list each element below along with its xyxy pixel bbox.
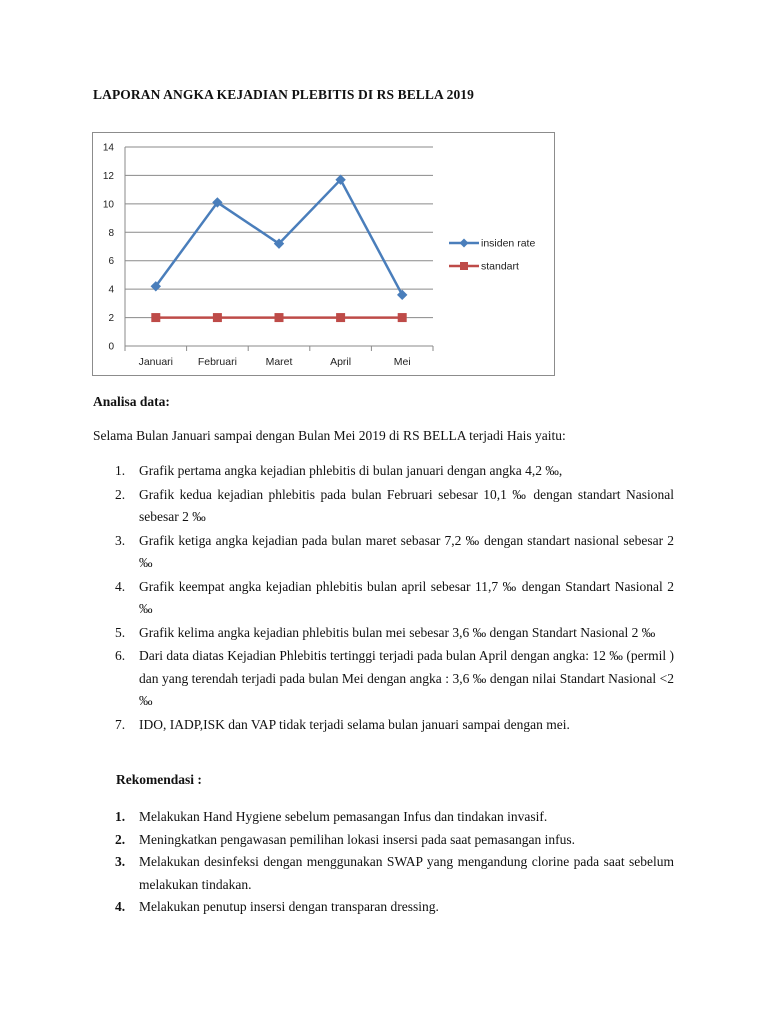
list-number: 5. [115,624,126,640]
x-tick-label: Januari [138,356,174,368]
y-tick-label: 6 [108,256,114,268]
report-title: LAPORAN ANGKA KEJADIAN PLEBITIS DI RS BELLA 2019 [93,87,474,102]
legend-marker [460,262,468,270]
chart-svg [93,133,554,375]
list-item [93,714,674,737]
data-point [398,314,406,322]
y-tick-label: 10 [102,199,114,211]
list-item [93,896,674,919]
analysis-list [93,460,674,737]
list-text: Grafik keempat angka kejadian phlebitis bulan april sebesar 11,7 ‰ dengan Standart Nasional 2 ‰ [139,578,674,616]
list-item [93,851,674,896]
x-tick-label: Maret [265,356,293,368]
recommendation-list [93,806,674,919]
list-text: Grafik ketiga angka kejadian pada bulan maret sebasar 7,2 ‰ dengan standart nasional sebesar 2 ‰ [139,532,674,570]
list-item [93,645,674,713]
list-number: 1. [115,463,126,478]
list-item [93,806,674,829]
data-point [337,314,345,322]
analysis-intro: Selama Bulan Januari sampai dengan Bulan Mei 2019 di RS BELLA terjadi Hais yaitu: [93,428,566,443]
list-number: 3. [115,854,126,869]
list-item [93,622,674,645]
list-text: Melakukan penutup insersi dengan transparan dressing. [139,899,439,914]
legend-marker [460,239,469,248]
data-point [275,314,283,322]
list-text: Grafik pertama angka kejadian phlebitis di bulan januari dengan angka 4,2 ‰, [139,463,563,478]
list-number: 6. [115,648,126,663]
list-text: Meningkatkan pengawasan pemilihan lokasi insersi pada saat pemasangan infus. [139,831,576,847]
list-number: 3. [115,532,126,548]
list-item [93,576,674,621]
list-number: 1. [115,809,126,824]
recommendation-heading: Rekomendasi : [116,772,202,787]
list-item [93,484,674,529]
list-number: 4. [115,899,126,914]
list-number: 2. [115,831,126,847]
y-tick-label: 8 [108,227,114,239]
list-item [93,460,674,483]
y-tick-label: 2 [108,313,114,325]
y-tick-label: 4 [108,284,114,296]
y-tick-label: 12 [102,170,114,182]
x-tick-label: Februari [197,356,237,368]
data-point [213,314,221,322]
legend-label: standart [481,260,519,273]
analysis-heading: Analisa data: [93,394,170,409]
x-tick-label: April [330,356,352,368]
list-number: 2. [115,486,126,502]
list-text: IDO, IADP,ISK dan VAP tidak terjadi selama bulan januari sampai dengan mei. [139,716,570,732]
list-text: Melakukan desinfeksi dengan menggunakan SWAP yang mengandung clorine pada saat sebelum melakukan tindakan. [139,854,674,892]
list-text: Dari data diatas Kejadian Phlebitis tertinggi terjadi pada bulan April dengan angka: 12 ‰ (permil ) dan yang terendah terjadi pada bulan Mei dengan angka : 3,6 ‰ dengan nilai Standart Nasional <2 ‰ [139,648,674,708]
data-point [152,314,160,322]
list-text: Melakukan Hand Hygiene sebelum pemasangan Infus dan tindakan invasif. [139,809,548,824]
list-item [93,829,674,852]
list-text: Grafik kelima angka kejadian phlebitis bulan mei sebesar 3,6 ‰ dengan Standart Nasional 2 ‰ [139,624,656,640]
list-number: 7. [115,716,126,732]
legend-label: insiden rate [481,237,536,250]
y-tick-label: 0 [108,341,114,353]
series-line-1 [156,180,402,295]
x-tick-label: Mei [393,356,411,368]
line-chart [92,132,555,376]
list-item [93,530,674,575]
data-point [398,290,407,299]
list-text: Grafik kedua kejadian phlebitis pada bulan Februari sebesar 10,1 ‰ dengan standart Nasional sebesar 2 ‰ [139,486,674,524]
y-tick-label: 14 [102,142,114,154]
list-number: 4. [115,578,126,594]
